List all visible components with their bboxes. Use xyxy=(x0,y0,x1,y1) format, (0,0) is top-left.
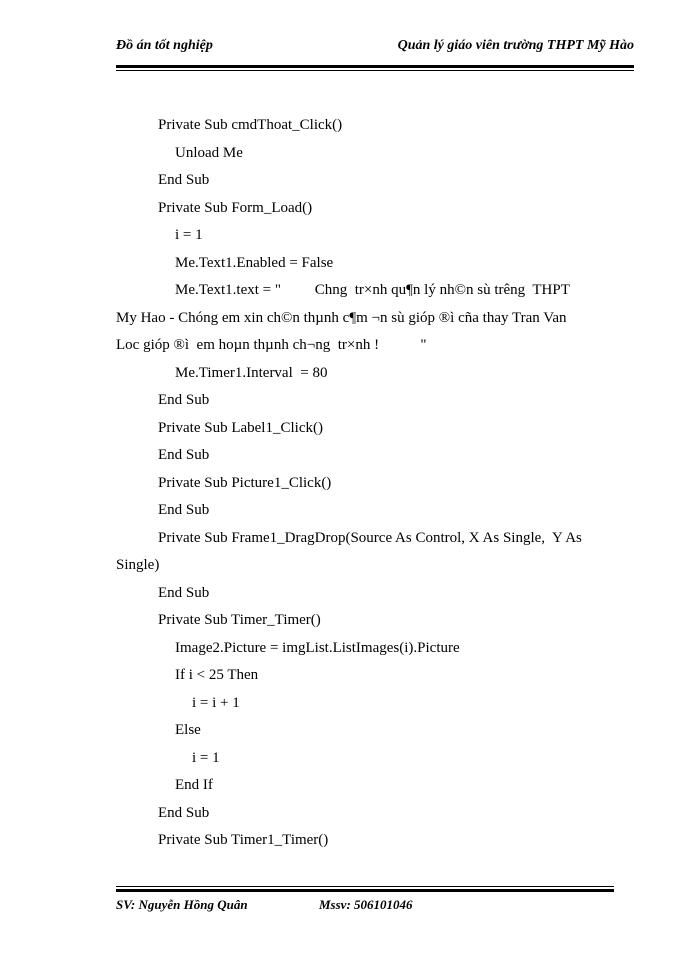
code-line: Unload Me xyxy=(175,144,243,161)
footer-rule-thin xyxy=(116,886,614,887)
code-line: Loc gióp ®ì em hoµn thµnh ch¬ng tr×nh ! " xyxy=(116,337,427,353)
header-rule-thick xyxy=(116,65,634,68)
code-listing xyxy=(116,112,634,855)
code-line: End Sub xyxy=(158,502,210,518)
code-line: Private Sub cmdThoat_Click() xyxy=(158,117,343,133)
code-line: Image2.Picture = imgList.ListImages(i).Picture xyxy=(175,639,460,656)
code-line: If i < 25 Then xyxy=(175,667,259,683)
code-line: Private Sub Label1_Click() xyxy=(158,419,323,436)
code-line: My Hao - Chóng em xin ch©n thµnh c¶m ¬n sù gióp ®ì cña thay Tran Van xyxy=(116,309,567,326)
code-line: End Sub xyxy=(158,584,210,601)
code-line: Private Sub Picture1_Click() xyxy=(158,474,332,491)
footer-student-id: Mssv: 506101046 xyxy=(319,897,413,912)
header-right-title: Quản lý giáo viên trường THPT Mỹ Hào xyxy=(397,38,634,53)
code-line: Me.Text1.text = " Chng tr×nh qu¶n lý nh©n sù trêng THPT xyxy=(175,282,570,298)
code-line: Single) xyxy=(116,557,160,573)
code-line: End Sub xyxy=(158,392,210,408)
code-line: Private Sub Frame1_DragDrop(Source As Control, X As Single, Y As xyxy=(158,529,582,546)
code-line: End Sub xyxy=(158,172,210,188)
code-line: Me.Timer1.Interval = 80 xyxy=(175,364,328,381)
code-line: Private Sub Timer1_Timer() xyxy=(158,832,329,848)
code-line: End Sub xyxy=(158,804,210,821)
code-line: i = 1 xyxy=(175,227,203,243)
code-line: Private Sub Timer_Timer() xyxy=(158,612,321,628)
code-line: i = 1 xyxy=(192,749,220,766)
code-line: Else xyxy=(175,722,201,738)
header-rule-thin xyxy=(116,70,634,71)
code-line: i = i + 1 xyxy=(192,694,240,711)
code-line: End If xyxy=(175,777,213,793)
footer-rule-thick xyxy=(116,889,614,892)
header-left-title: Đồ án tốt nghiệp xyxy=(116,38,213,53)
code-line: End Sub xyxy=(158,447,210,463)
code-line: Private Sub Form_Load() xyxy=(158,199,313,216)
footer-student-name: SV: Nguyễn Hồng Quân xyxy=(116,897,248,912)
code-line: Me.Text1.Enabled = False xyxy=(175,254,334,271)
